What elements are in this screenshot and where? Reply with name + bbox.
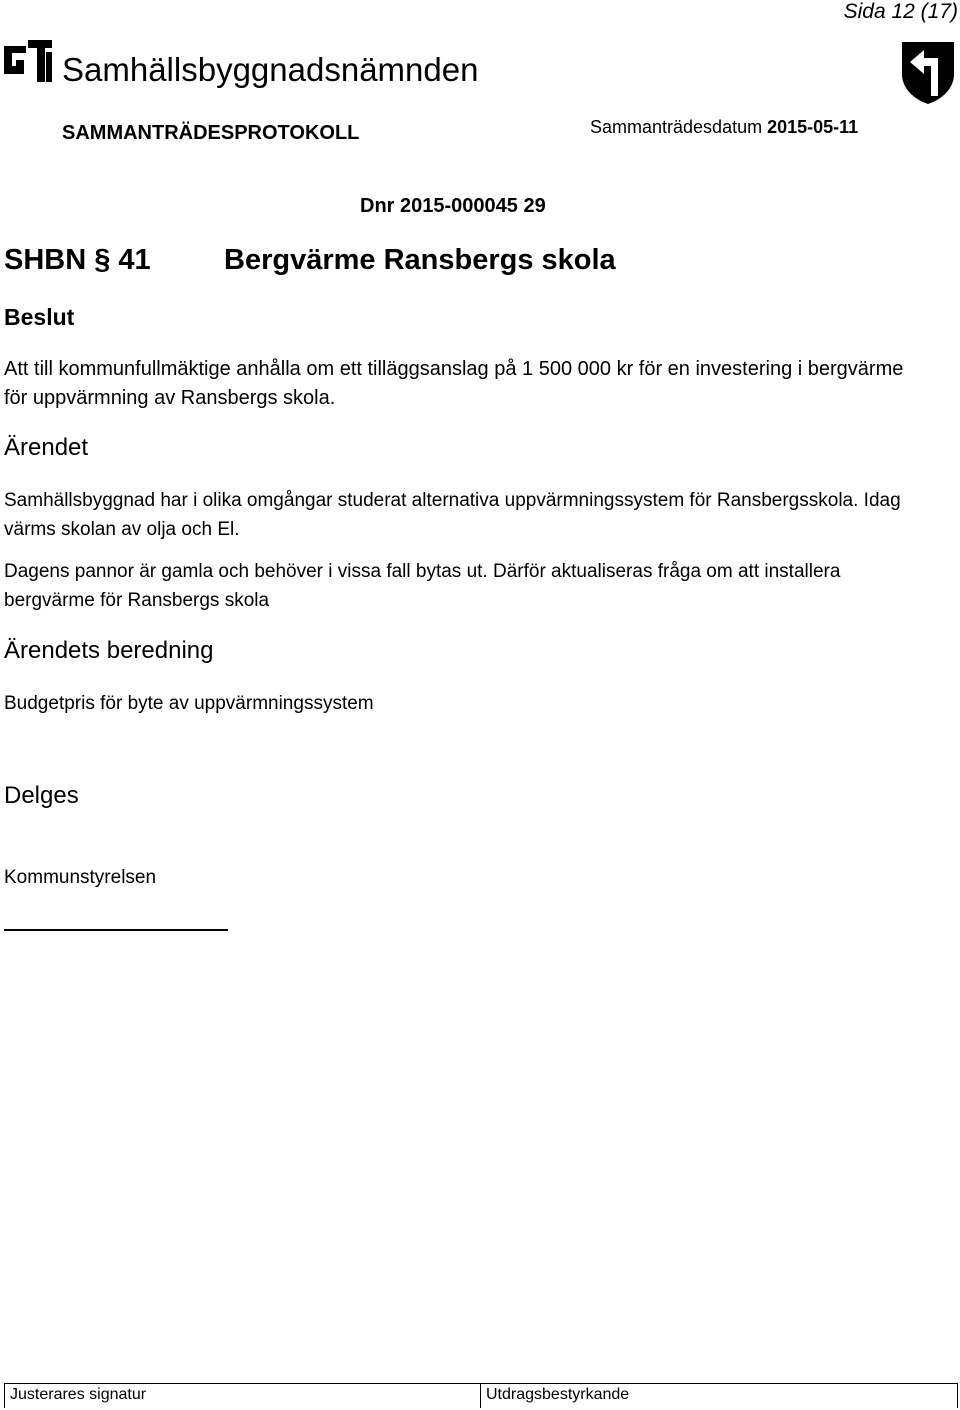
- beredning-heading: Ärendets beredning: [4, 637, 214, 664]
- case-dnr: Dnr 2015-000045 29: [360, 195, 546, 217]
- meeting-date-label: Sammanträdesdatum: [590, 117, 763, 137]
- municipality-logo-icon: [4, 40, 52, 84]
- delges-heading: Delges: [4, 782, 79, 809]
- meeting-date-value: 2015-05-11: [767, 117, 859, 137]
- adjuster-signature-cell: Justerares signatur: [4, 1384, 480, 1408]
- arendet-text-1: Samhällsbyggnad har i olika omgångar studerat alternativa uppvärmningssystem för Ransbergsskola. Idag värms skolan av olja och El.: [4, 490, 901, 540]
- footer-signature-row: [4, 1383, 958, 1408]
- meeting-date: [590, 117, 858, 138]
- delges-text: Kommunstyrelsen: [4, 867, 157, 888]
- coat-of-arms-icon: [900, 40, 956, 106]
- arendet-text-2: Dagens pannor är gamla och behöver i vissa fall bytas ut. Därför aktualiseras fråga om att installera bergvärme för Ransbergs skola: [4, 561, 841, 611]
- beredning-text: Budgetpris för byte av uppvärmningssystem: [4, 693, 374, 714]
- beslut-heading: Beslut: [4, 304, 75, 330]
- org-name: Samhällsbyggnadsnämnden: [62, 51, 479, 88]
- protocol-title: SAMMANTRÄDESPROTOKOLL: [62, 122, 360, 144]
- signature-line: [4, 929, 228, 931]
- paragraph-number: SHBN § 41: [4, 244, 151, 276]
- arendet-heading: Ärendet: [4, 434, 89, 461]
- beslut-text: Att till kommunfullmäktige anhålla om ett tilläggsanslag på 1 500 000 kr för en investering i bergvärme för uppvärmning av Ransbergs skola.: [4, 358, 904, 409]
- case-title: Bergvärme Ransbergs skola: [224, 244, 616, 276]
- extract-certification-cell: Utdragsbestyrkande: [480, 1384, 958, 1408]
- page-number: Sida 12 (17): [843, 0, 958, 23]
